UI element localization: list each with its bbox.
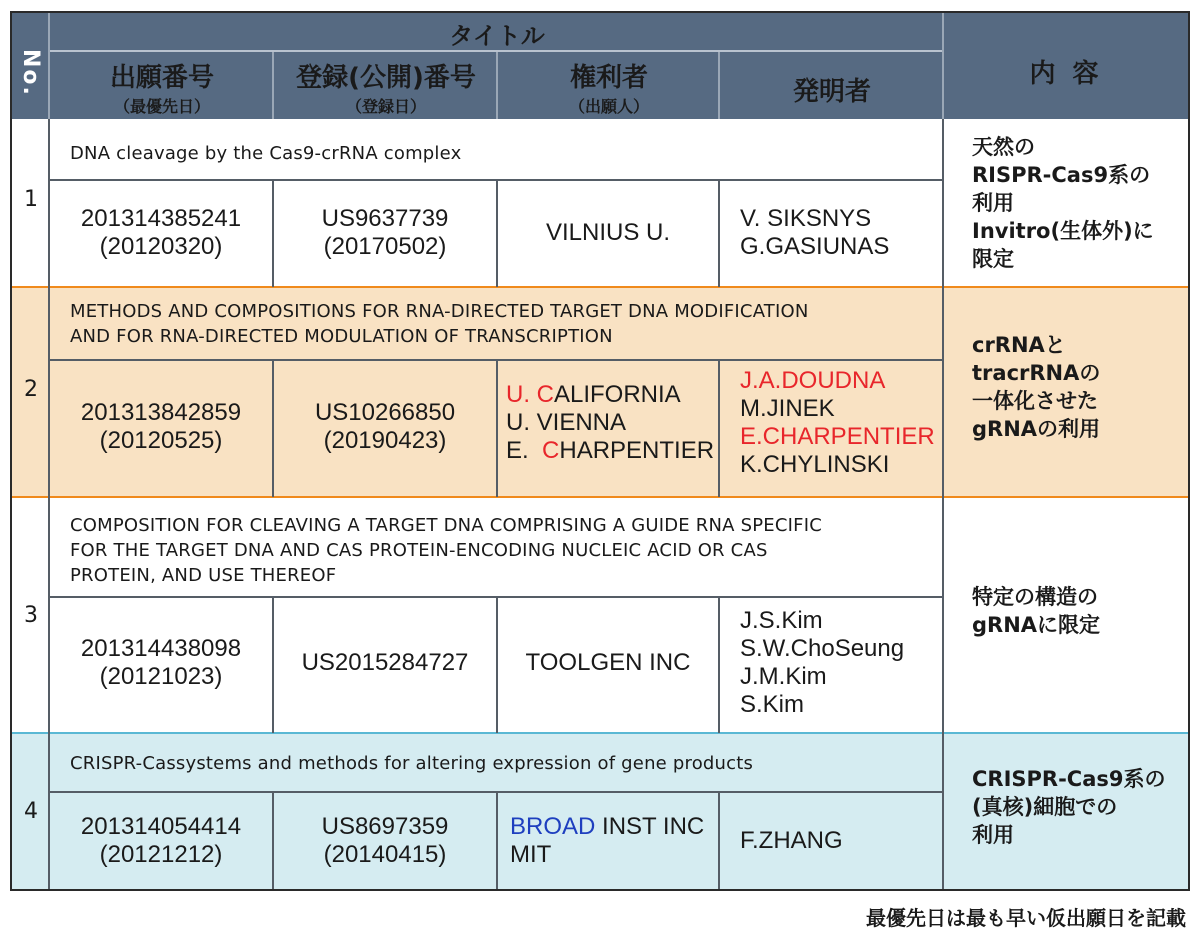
reg-number: US2015284727 bbox=[301, 649, 469, 676]
holder-prefix: E. bbox=[506, 437, 543, 464]
body-vline bbox=[496, 359, 498, 497]
body-vline bbox=[718, 791, 720, 889]
inventor-name: E.CHARPENTIER bbox=[740, 423, 935, 450]
inventor-name: J.S.Kim bbox=[740, 607, 823, 634]
holder-rest: HARPENTIER bbox=[559, 437, 715, 464]
row-3-app-no bbox=[50, 635, 272, 691]
header-col-reg-no-sub: （登録日） bbox=[345, 97, 426, 116]
row-1-holder bbox=[498, 219, 718, 247]
body-vline bbox=[718, 596, 720, 733]
content-line: crRNAと bbox=[972, 333, 1066, 357]
content-line: 天然の bbox=[972, 135, 1035, 159]
content-line: 限定 bbox=[972, 247, 1014, 271]
header-vline bbox=[718, 52, 720, 119]
body-vline bbox=[496, 791, 498, 889]
body-vline bbox=[718, 359, 720, 497]
header-col-content: 内 容 bbox=[1029, 59, 1103, 89]
holder-line bbox=[506, 409, 714, 437]
body-vline bbox=[718, 179, 720, 287]
row-4-holder bbox=[510, 813, 704, 869]
reg-number: US10266850 bbox=[314, 399, 456, 426]
header-vline bbox=[942, 13, 944, 119]
app-number: 201314385241 bbox=[80, 205, 242, 232]
inventor-name: V. SIKSNYS bbox=[740, 205, 872, 232]
header-col-app-no bbox=[50, 57, 274, 117]
content-line: 一体化させた bbox=[972, 389, 1098, 413]
row-4-content bbox=[972, 765, 1166, 849]
row-separator bbox=[12, 732, 1188, 734]
holder-highlight: U. C bbox=[506, 381, 554, 408]
inventor-name: M.JINEK bbox=[740, 395, 835, 422]
row-1-content bbox=[972, 133, 1154, 273]
holder-line bbox=[510, 841, 704, 869]
priority-date: (20121023) bbox=[99, 663, 223, 690]
header-col-app-no-sub: （最優先日） bbox=[113, 97, 210, 116]
row-number: 4 bbox=[24, 799, 38, 824]
inventor-name: S.Kim bbox=[740, 691, 805, 718]
row-1-inventors bbox=[740, 205, 889, 261]
content-line: RISPR-Cas9系の bbox=[972, 163, 1151, 187]
inventor-name: G.GASIUNAS bbox=[740, 233, 890, 260]
reg-number: US8697359 bbox=[321, 813, 449, 840]
header-no-label: No. bbox=[18, 49, 43, 97]
reg-number: US9637739 bbox=[321, 205, 449, 232]
reg-date: (20170502) bbox=[323, 233, 447, 260]
patent-table bbox=[10, 11, 1190, 891]
header-col-holder bbox=[498, 57, 720, 117]
row-4-reg-no bbox=[274, 813, 496, 869]
row-2-content bbox=[972, 331, 1100, 443]
title-line: METHODS AND COMPOSITIONS FOR RNA-DIRECTED TARGET DNA MODIFICATION bbox=[70, 301, 809, 322]
row-2-holder bbox=[506, 381, 714, 465]
priority-date: (20120525) bbox=[99, 427, 223, 454]
holder-line bbox=[506, 381, 714, 409]
holder-rest: MIT bbox=[510, 841, 552, 868]
title-line: CRISPR-Cassystems and methods for altering expression of gene products bbox=[70, 753, 754, 774]
row-4-inventors bbox=[740, 827, 843, 855]
footnote: 最優先日は最も早い仮出願日を記載 bbox=[866, 906, 1186, 930]
content-line: gRNAの利用 bbox=[972, 417, 1101, 441]
holder-line bbox=[510, 813, 704, 841]
priority-date: (20121212) bbox=[99, 841, 223, 868]
holder-rest: ALIFORNIA bbox=[554, 381, 681, 408]
row-3-reg-no bbox=[274, 649, 496, 677]
row-2-app-no bbox=[50, 399, 272, 455]
row-2-inventors bbox=[740, 367, 935, 479]
header-col-inventor-main: 発明者 bbox=[792, 77, 871, 107]
header-vline bbox=[272, 52, 274, 119]
row-4-title bbox=[70, 751, 753, 776]
row-1-reg-no bbox=[274, 205, 496, 261]
title-line: FOR THE TARGET DNA AND CAS PROTEIN-ENCODING NUCLEIC ACID OR CAS bbox=[70, 540, 768, 561]
row-separator bbox=[12, 496, 1188, 498]
row-1-app-no bbox=[50, 205, 272, 261]
header-vline bbox=[48, 13, 50, 119]
row-number: 2 bbox=[24, 377, 38, 402]
title-line: PROTEIN, AND USE THEREOF bbox=[70, 565, 337, 586]
row-number: 1 bbox=[24, 187, 38, 212]
content-line: tracrRNAの bbox=[972, 361, 1101, 385]
inventor-name: J.A.DOUDNA bbox=[740, 367, 886, 394]
row-3-inventors bbox=[740, 607, 904, 719]
priority-date: (20120320) bbox=[99, 233, 223, 260]
holder-line bbox=[506, 437, 714, 465]
app-number: 201313842859 bbox=[80, 399, 242, 426]
holder-rest: INST INC bbox=[595, 813, 705, 840]
inventor-name: K.CHYLINSKI bbox=[740, 451, 890, 478]
row-4-app-no bbox=[50, 813, 272, 869]
row-1-title bbox=[70, 141, 461, 166]
title-line: DNA cleavage by the Cas9-crRNA complex bbox=[70, 143, 462, 164]
reg-date: (20140415) bbox=[323, 841, 447, 868]
body-vline bbox=[942, 119, 944, 889]
holder-highlight: C bbox=[542, 437, 560, 464]
title-line: AND FOR RNA-DIRECTED MODULATION OF TRANSCRIPTION bbox=[70, 326, 613, 347]
content-line: 利用 bbox=[972, 823, 1014, 847]
content-line: CRISPR-Cas9系の bbox=[972, 767, 1166, 791]
app-number: 201314054414 bbox=[80, 813, 242, 840]
row-3-content bbox=[972, 583, 1100, 639]
header-col-reg-no-main: 登録(公開)番号 bbox=[296, 63, 476, 93]
row-2-title bbox=[70, 299, 809, 349]
row-number: 3 bbox=[24, 603, 38, 628]
header-title-label: タイトル bbox=[449, 22, 545, 50]
inventor-name: S.W.ChoSeung bbox=[740, 635, 905, 662]
content-line: 利用 bbox=[972, 191, 1014, 215]
header-col-holder-sub: （出願人） bbox=[568, 97, 649, 116]
inventor-name: J.M.Kim bbox=[740, 663, 827, 690]
holder-highlight: BROAD bbox=[510, 813, 596, 840]
content-line: (真核)細胞での bbox=[972, 795, 1118, 819]
holder-name: VILNIUS U. bbox=[545, 219, 671, 246]
row-3-holder bbox=[498, 649, 718, 677]
header-col-reg-no bbox=[274, 57, 498, 117]
header-col-inventor bbox=[720, 71, 944, 108]
holder-rest: U. VIENNA bbox=[506, 409, 627, 436]
content-line: Invitro(生体外)に bbox=[972, 219, 1154, 243]
content-line: 特定の構造の bbox=[972, 585, 1098, 609]
row-separator bbox=[12, 286, 1188, 288]
app-number: 201314438098 bbox=[80, 635, 242, 662]
content-line: gRNAに限定 bbox=[972, 613, 1101, 637]
reg-date: (20190423) bbox=[323, 427, 447, 454]
title-line: COMPOSITION FOR CLEAVING A TARGET DNA COMPRISING A GUIDE RNA SPECIFIC bbox=[70, 515, 822, 536]
row-3-title bbox=[70, 513, 822, 588]
holder-name: TOOLGEN INC bbox=[525, 649, 691, 676]
inventor-name: F.ZHANG bbox=[740, 827, 843, 854]
row-2-reg-no bbox=[274, 399, 496, 455]
header-col-holder-main: 権利者 bbox=[569, 63, 648, 93]
header-vline bbox=[496, 52, 498, 119]
header-col-app-no-main: 出願番号 bbox=[109, 63, 214, 93]
